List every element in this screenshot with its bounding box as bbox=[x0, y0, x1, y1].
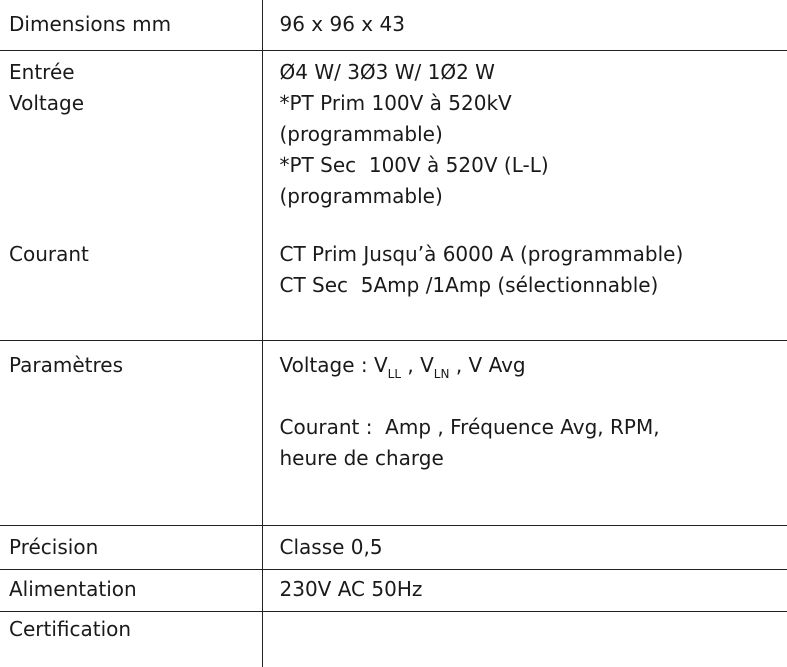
voltage-line-pt-sec: *PT Sec 100V à 520V (L-L) bbox=[279, 153, 549, 177]
current-line-ct-prim: CT Prim Jusqu’à 6000 A (programmable) bbox=[279, 242, 684, 266]
voltage-line-pt-sec-note: (programmable) bbox=[279, 184, 443, 208]
parameters-voltage-line bbox=[280, 350, 787, 381]
current-line-ct-sec: CT Sec 5Amp /1Amp (sélectionnable) bbox=[279, 273, 659, 297]
subscript-ll: LL bbox=[387, 367, 402, 381]
voltage-line-wiring: Ø4 W/ 3Ø3 W/ 1Ø2 W bbox=[279, 60, 495, 84]
input-label-voltage: Voltage bbox=[9, 91, 85, 115]
spacer bbox=[280, 381, 787, 412]
power-label-cell bbox=[0, 570, 262, 612]
voltage-line-pt-prim-note: (programmable) bbox=[279, 122, 443, 146]
row-precision bbox=[0, 526, 787, 570]
dimensions-value: 96 x 96 x 43 bbox=[279, 12, 405, 36]
dimensions-label: Dimensions mm bbox=[9, 12, 172, 36]
parameters-value-cell bbox=[262, 341, 787, 526]
parameters-label-cell bbox=[0, 341, 262, 526]
input-value-cell bbox=[262, 51, 787, 341]
power-value: 230V AC 50Hz bbox=[279, 577, 423, 601]
row-certification bbox=[0, 612, 787, 667]
voltage-line-pt-prim: *PT Prim 100V à 520kV bbox=[279, 91, 512, 115]
power-value-cell bbox=[262, 570, 787, 612]
spacer bbox=[9, 119, 262, 146]
precision-label: Précision bbox=[9, 535, 99, 559]
row-input bbox=[0, 51, 787, 341]
certification-value-cell bbox=[262, 612, 787, 667]
parameters-current-line: Courant : Amp , Fréquence Avg, RPM, bbox=[279, 415, 660, 439]
dimensions-label-cell bbox=[0, 0, 262, 51]
voltage-separator: , V bbox=[401, 353, 434, 377]
input-label-entree: Entrée bbox=[9, 60, 75, 84]
spacer bbox=[9, 146, 262, 177]
precision-label-cell bbox=[0, 526, 262, 570]
spacer bbox=[9, 177, 262, 208]
precision-value: Classe 0,5 bbox=[279, 535, 383, 559]
row-dimensions bbox=[0, 0, 787, 51]
power-label: Alimentation bbox=[9, 577, 137, 601]
precision-value-cell bbox=[262, 526, 787, 570]
input-label-courant: Courant bbox=[9, 242, 89, 266]
certification-label: Certification bbox=[9, 617, 132, 641]
certification-label-cell bbox=[0, 612, 262, 667]
row-power bbox=[0, 570, 787, 612]
voltage-suffix: , V Avg bbox=[449, 353, 526, 377]
spacer bbox=[9, 208, 262, 239]
spacer bbox=[280, 212, 787, 239]
dimensions-value-cell bbox=[262, 0, 787, 51]
input-label-cell bbox=[0, 51, 262, 341]
parameters-current-line-2: heure de charge bbox=[279, 446, 444, 470]
row-parameters bbox=[0, 341, 787, 526]
subscript-ln: LN bbox=[433, 367, 450, 381]
voltage-prefix: Voltage : V bbox=[279, 353, 388, 377]
parameters-label: Paramètres bbox=[9, 353, 124, 377]
